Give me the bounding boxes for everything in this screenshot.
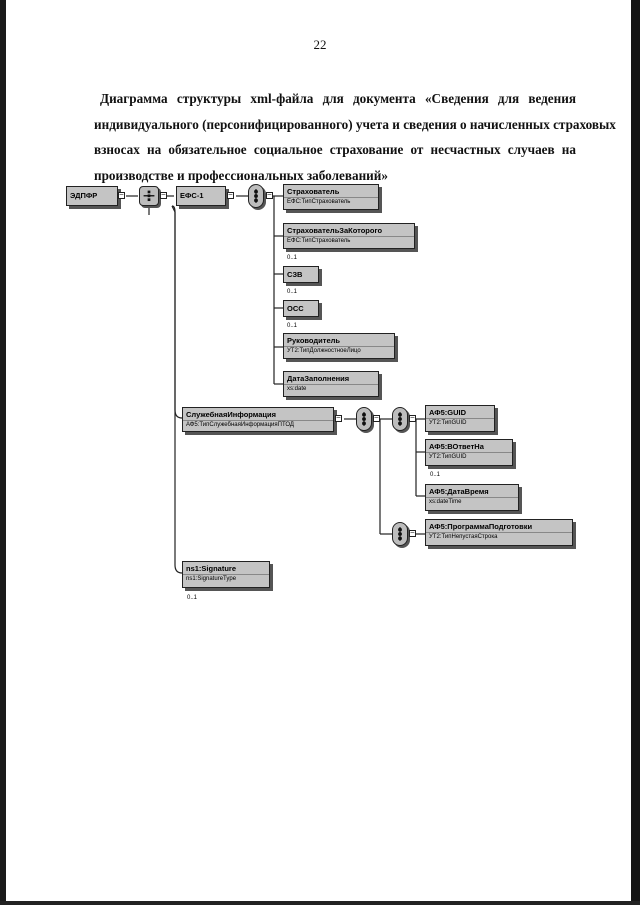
node-type: УТ2:ТипGUID (426, 452, 512, 461)
choice-compositor-icon (356, 407, 372, 431)
node-type: ЕФС:ТипСтрахователь (284, 197, 378, 206)
node-name: АФ5:ДатаВремя (429, 487, 489, 496)
title-line: Диаграмма структуры xml-файла для документа «Сведения для ведения (100, 91, 576, 106)
collapse-toggle[interactable]: – (374, 414, 379, 421)
node-name: ЭДПФР (70, 191, 98, 200)
node-strahovatel-za-kotorogo (283, 223, 415, 249)
cardinality-label: 0..1 (287, 255, 298, 261)
node-name: АФ5:GUID (429, 408, 467, 417)
node-votvetna (425, 439, 513, 466)
cardinality-label: 0..1 (187, 595, 198, 601)
node-name: СлужебнаяИнформация (186, 410, 277, 419)
node-type: УТ2:ТипGUID (426, 418, 494, 427)
collapse-toggle[interactable]: – (410, 529, 415, 536)
node-name: АФ5:ПрограммаПодготовки (429, 522, 533, 531)
node-name: СЗВ (287, 270, 303, 279)
node-name: ns1:Signature (186, 564, 237, 573)
collapse-toggle[interactable]: – (267, 191, 272, 198)
node-efs (176, 186, 226, 206)
node-type: ns1:SignatureType (183, 574, 269, 583)
collapse-toggle[interactable]: – (228, 191, 233, 198)
choice-compositor-icon (392, 522, 408, 546)
cardinality-label: 0..1 (430, 472, 441, 478)
sequence-compositor-icon (139, 186, 159, 206)
node-type: АФ5:ТипСлужебнаяИнформацияПТОД (183, 420, 333, 429)
node-guid (425, 405, 495, 432)
node-programma-podgotovki (425, 519, 573, 546)
node-name: Руководитель (287, 336, 340, 345)
collapse-toggle[interactable]: – (410, 414, 415, 421)
node-root (66, 186, 118, 206)
node-strahovatel (283, 184, 379, 210)
collapse-toggle[interactable]: – (336, 414, 341, 421)
node-name: ЕФС-1 (180, 191, 204, 200)
choice-compositor-icon (248, 184, 264, 208)
cardinality-label: 0..1 (287, 289, 298, 295)
node-signature (182, 561, 270, 588)
title-line: индивидуального (персонифицированного) учета и сведения о начисленных страховых (94, 116, 616, 132)
choice-compositor-icon (392, 407, 408, 431)
title-line: взносах на обязательное социальное страхование от несчастных случаев на (94, 142, 576, 157)
node-type: УТ2:ТипНепустаяСтрока (426, 532, 572, 541)
node-type: УТ2:ТипДолжностноеЛицо (284, 346, 394, 355)
node-type: xs:dateTime (426, 497, 518, 506)
node-oss (283, 300, 319, 317)
node-datavremya (425, 484, 519, 511)
collapse-toggle[interactable]: – (161, 191, 166, 198)
page-number: 22 (313, 37, 327, 52)
node-name: Страхователь (287, 187, 340, 196)
node-name: ДатаЗаполнения (287, 374, 350, 383)
node-name: СтраховательЗаКоторого (287, 226, 383, 235)
node-name: ОСС (287, 304, 304, 313)
node-rukovoditel (283, 333, 395, 359)
cardinality-label: 0..1 (287, 323, 298, 329)
collapse-toggle[interactable]: – (119, 191, 124, 198)
node-type: ЕФС:ТипСтрахователь (284, 236, 414, 245)
title-line: производстве и профессиональных заболеваний» (94, 167, 388, 183)
node-data-zapolneniya (283, 371, 379, 397)
node-szv (283, 266, 319, 283)
node-name: АФ5:ВОтветНа (429, 442, 484, 451)
node-type: xs:date (284, 384, 378, 393)
node-sluzhebnaya-informaciya (182, 407, 334, 432)
